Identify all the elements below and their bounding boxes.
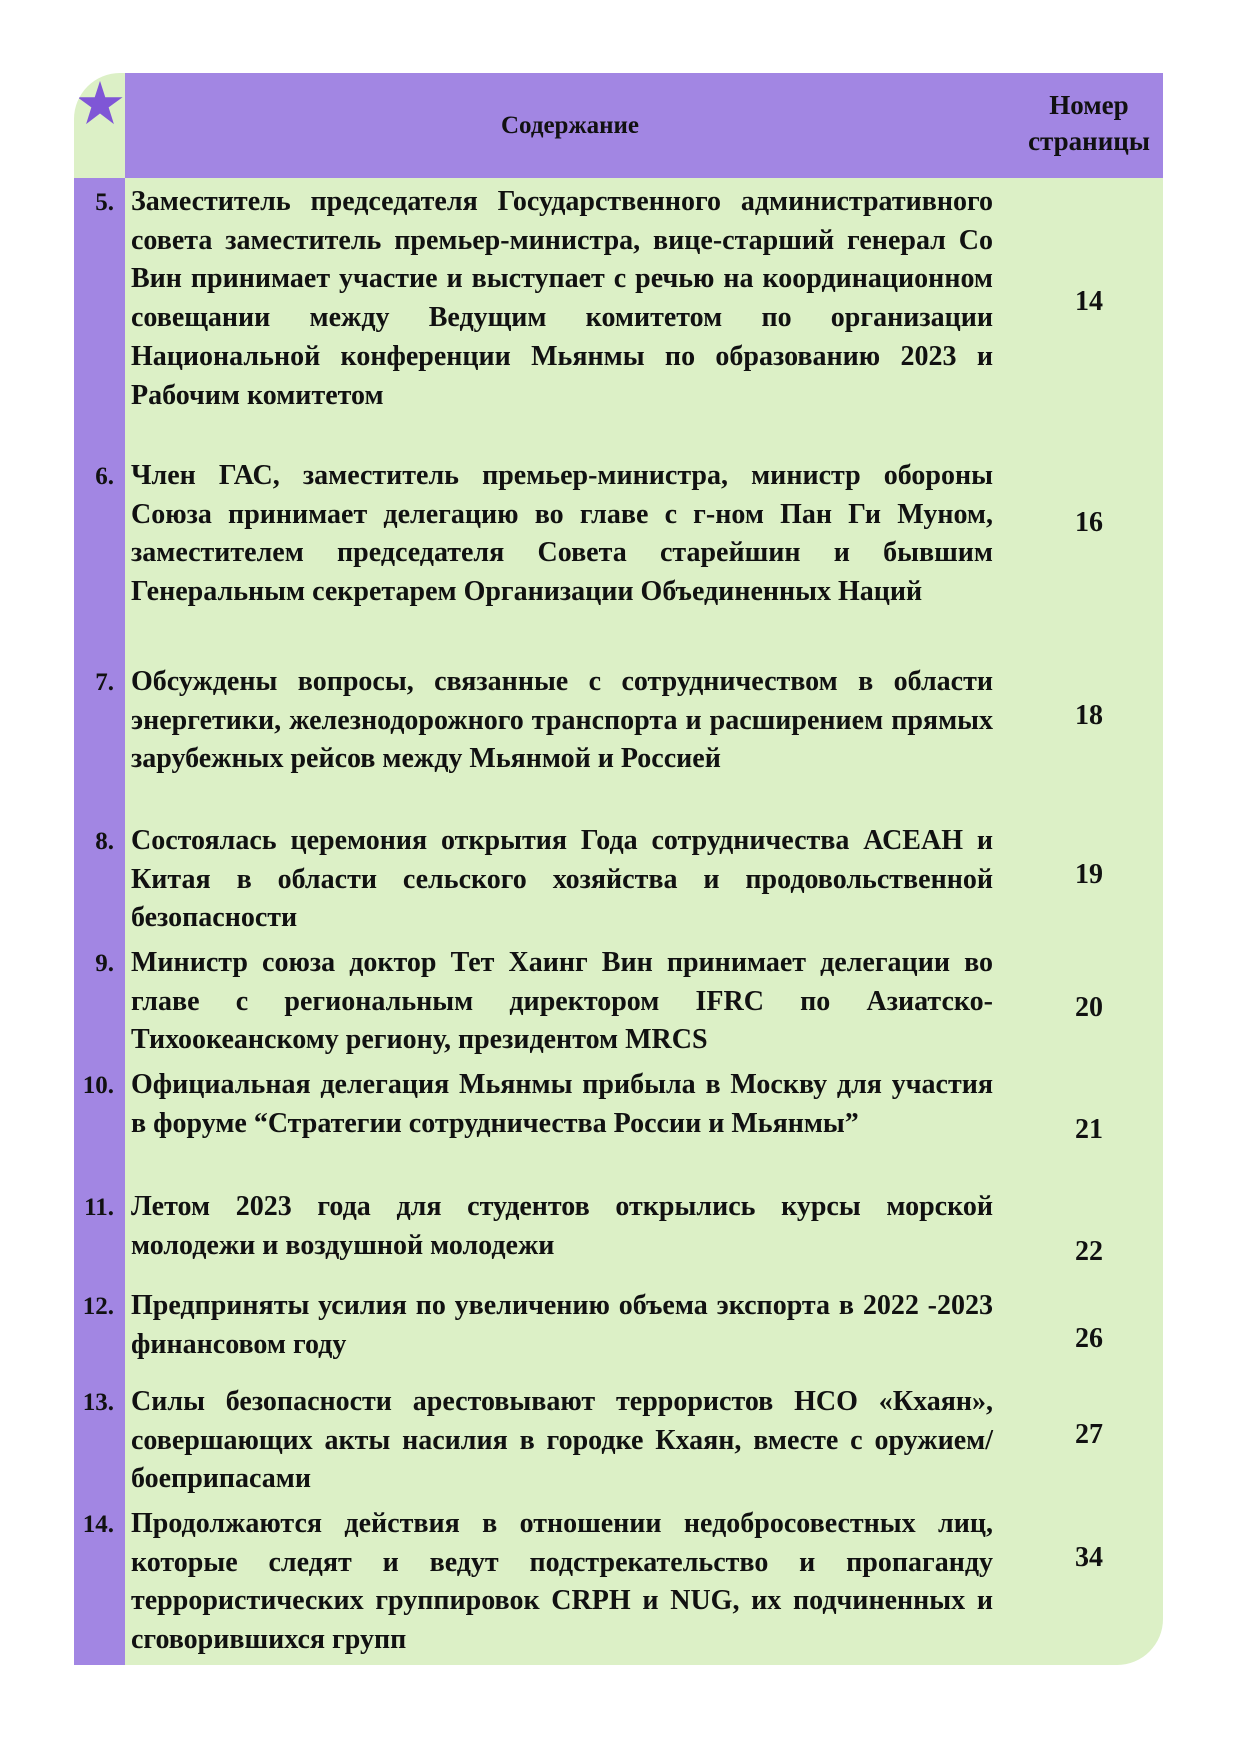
entry-number: 8. <box>95 828 114 855</box>
entry-page: 26 <box>1075 1323 1103 1354</box>
entry-page: 20 <box>1075 992 1103 1023</box>
entry-page: 34 <box>1075 1542 1103 1573</box>
star-icon <box>76 79 124 127</box>
entry-page: 18 <box>1075 700 1103 731</box>
entry-page: 21 <box>1075 1114 1103 1145</box>
entry-page: 27 <box>1075 1419 1103 1450</box>
table-of-contents <box>74 73 1163 1665</box>
page-number-header-line1: Номер <box>1049 90 1129 120</box>
number-column-strip <box>74 178 125 1665</box>
entry-number: 6. <box>95 463 114 490</box>
entry-text: Министр союза доктор Тет Хаинг Вин принимает делегации во главе с региональным директором IFRC по Азиатско-Тихоокеанскому региону, президентом MRCS <box>131 947 993 1056</box>
entry-page: 19 <box>1075 859 1103 890</box>
entry-text: Заместитель председателя Государственного административного совета заместитель премьер-министра, вице-старший генерал Со Вин принимает участие и выступает с речью на координационном совещании между Ведущим комитетом по организации Национальной конференции Мьянмы по образованию 2023 и Рабочим комитетом <box>131 186 993 411</box>
entry-text: Официальная делегация Мьянмы прибыла в Москву для участия в форуме “Стратегии сотрудничества России и Мьянмы” <box>131 1069 993 1139</box>
entry-number: 13. <box>82 1389 114 1416</box>
toc-title: Содержание <box>500 111 639 139</box>
entry-page: 16 <box>1075 507 1103 538</box>
entry-text: Член ГАС, заместитель премьер-министра, министр обороны Союза принимает делегацию во главе с г-ном Пан Ги Муном, заместителем председателя Совета старейшин и бывшим Генеральным секретарем Организации Объединенных Наций <box>131 460 993 608</box>
entry-text: Силы безопасности арестовывают террористов НСО «Кхаян», совершающих акты насилия в городке Кхаян, вместе с оружием/боеприпасами <box>131 1386 993 1495</box>
entry-page: 14 <box>1075 286 1103 317</box>
entry-number: 12. <box>82 1293 114 1320</box>
entry-text: Летом 2023 года для студентов открылись курсы морской молодежи и воздушной молодежи <box>131 1191 993 1261</box>
entry-number: 11. <box>84 1194 114 1221</box>
entry-text: Состоялась церемония открытия Года сотрудничества АСЕАН и Китая в области сельского хозяйства и продовольственной безопасности <box>131 825 993 934</box>
entry-page: 22 <box>1075 1236 1103 1267</box>
entry-number: 9. <box>95 950 114 977</box>
page-number-header <box>1015 87 1163 159</box>
entry-number: 7. <box>95 669 114 696</box>
entry-number: 14. <box>82 1511 114 1538</box>
entry-number: 10. <box>82 1072 114 1099</box>
entry-text: Обсуждены вопросы, связанные с сотрудничеством в области энергетики, железнодорожного транспорта и расширением прямых зарубежных рейсов между Мьянмой и Россией <box>131 666 993 775</box>
entry-text: Продолжаются действия в отношении недобросовестных лиц, которые следят и ведут подстрекательство и пропаганду террористических группировок CRPH и NUG, их подчиненных и сговорившихся групп <box>131 1508 993 1656</box>
entry-text: Предприняты усилия по увеличению объема экспорта в 2022 -2023 финансовом году <box>131 1290 993 1360</box>
page-number-header-line2: страницы <box>1028 126 1150 156</box>
entry-number: 5. <box>95 189 114 216</box>
